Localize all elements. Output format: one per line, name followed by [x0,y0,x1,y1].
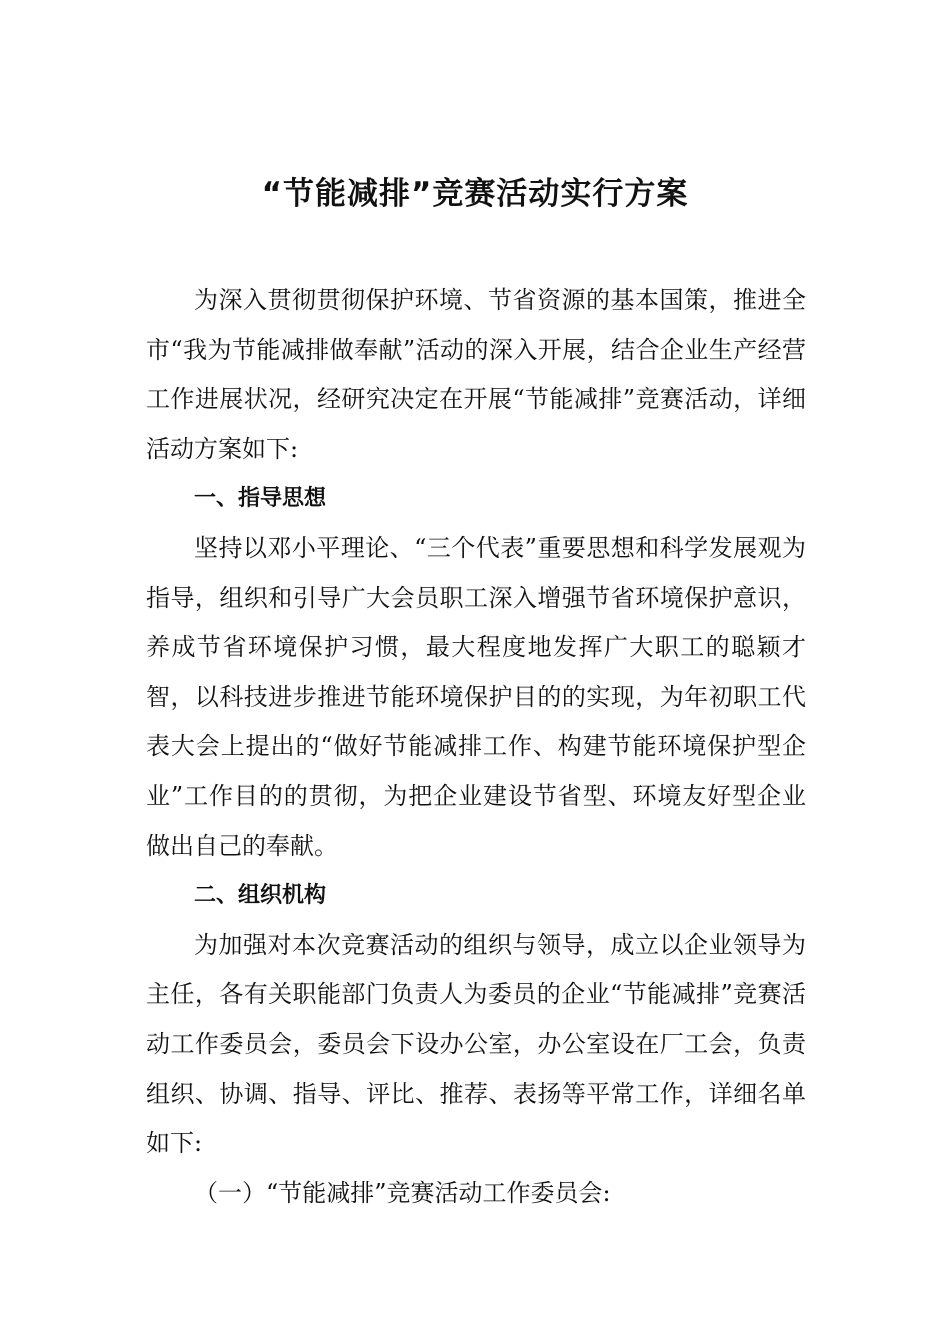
guiding-ideology-paragraph: 坚持以邓小平理论、“三个代表”重要思想和科学发展观为指导，组织和引导广大会员职工深入增强节省环境保护意识，养成节省环境保护习惯，最大程度地发挥广大职工的聪颖才智，以科技进步推进节能环境保护目的的实现，为年初职工代表大会上提出的“做好节能减排工作、构建节能环境保护型企业”工作目的的贯彻，为把企业建设节省型、环境友好型企业做出自己的奉献。 [146,533,806,860]
intro-paragraph: 为深入贯彻贯彻保护环境、节省资源的基本国策，推进全市“我为节能减排做奉献”活动的深入开展，结合企业生产经营工作进展状况，经研究决定在开展“节能减排”竞赛活动，详细活动方案如下: [146,286,806,463]
subsection-heading-committee: （一）“节能减排”竞赛活动工作委员会: [194,1178,611,1207]
section-heading-organization: 二、组织机构 [194,883,327,909]
organization-paragraph: 为加强对本次竞赛活动的组织与领导，成立以企业领导为主任，各有关职能部门负责人为委员的企业“节能减排”竞赛活动工作委员会，委员会下设办公室，办公室设在厂工会，负责组织、协调、指导、评比、推荐、表扬等平常工作，详细名单如下: [146,930,806,1158]
section-heading-guiding-ideology: 一、指导思想 [194,486,327,512]
document-title: “节能减排”竞赛活动实行方案 [261,176,689,212]
document-body [146,276,806,1218]
